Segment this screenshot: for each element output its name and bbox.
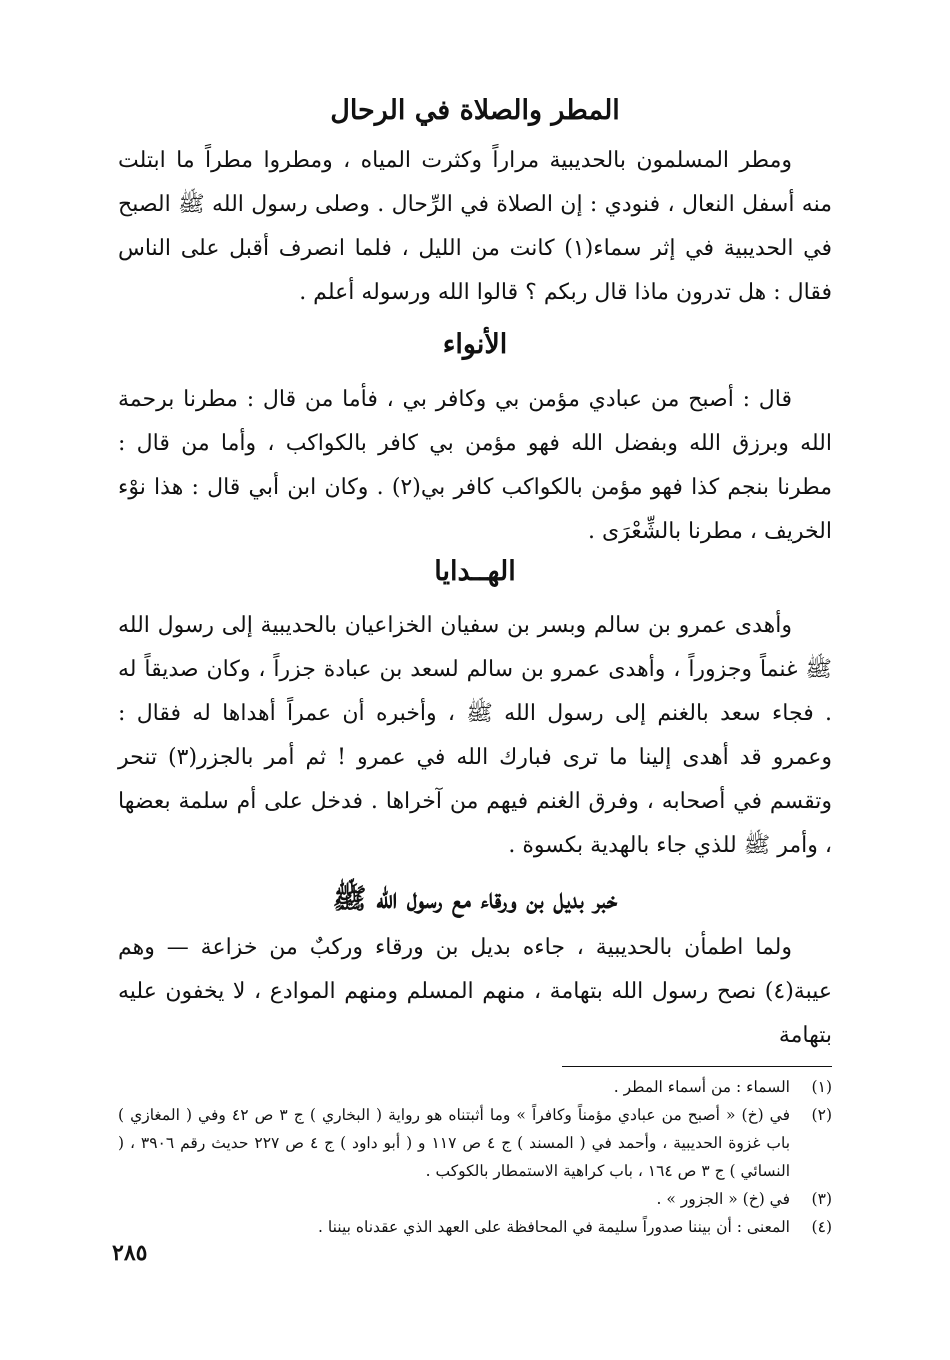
section-title-anwa: الأنواء xyxy=(442,329,508,361)
footnote-number: (٤) xyxy=(811,1217,832,1236)
footnote-2 xyxy=(118,1101,832,1185)
footnote-divider xyxy=(562,1066,832,1067)
paragraph-rain: ومطر المسلمون بالحديبية مراراً وكثرت المياه ، ومطروا مطراً ما ابتلت منه أسفل النعال ، فنودي : إن الصلاة في الرِّحال . وصلى رسول الله ﷺ الصبح في الحديبية في إثر سماء(١) كانت من الليل ، فلما انصرف أقبل على الناس فقال : هل تدرون ماذا قال ربكم ؟ قالوا الله ورسوله أعلم . xyxy=(118,148,832,306)
paragraph-anwa: قال : أصبح من عبادي مؤمن بي وكافر بي ، فأما من قال : مطرنا برحمة الله وبرزق الله وبفضل الله فهو مؤمن بي كافر بالكواكب ، وأما من قال : مطرنا بنجم كذا فهو مؤمن بالكواكب كافر بي(٢) . وكان ابن أبي قال : هذا نوْء الخريف ، مطرنا بالشِّعْرَى . xyxy=(118,386,833,544)
footnote-text: في (خ) « أصبح من عبادي مؤمناً وكافراً » وما أثبتناه هو رواية ( البخاري ) ج ٣ ص ٤٢ وفي ( المغازي ) باب غزوة الحديبية ، وأحمد في ( المسند ) ج ٤ ص ١١٧ و ( أبو داود ) ج ٤ ص ٢٢٧ حديث رقم ٣٩٠٦ ، ( النسائي ) ج ٣ ص ١٦٤ ، باب كراهية الاستمطار بالكوكب . xyxy=(118,1105,791,1180)
footnote-text: في (خ) « الجزور » . xyxy=(656,1189,790,1208)
section-title-rain: المطر والصلاة في الرحال xyxy=(330,95,620,126)
footnote-text: السماء : من أسماء المطر . xyxy=(613,1077,790,1096)
footnote-number: (٢) xyxy=(811,1105,832,1124)
paragraph-gifts: وأهدى عمرو بن سالم وبسر بن سفيان الخزاعيان بالحديبية إلى رسول الله ﷺ غنماً وجزوراً ، وأهدى عمرو بن سالم لسعد بن عبادة جزراً ، وكان صديقاً له . فجاء سعد بالغنم إلى رسول الله ﷺ ، وأخبره أن عمراً أهداها له فقال : وعمرو قد أهدى إلينا ما ترى فبارك الله في عمرو ! ثم أمر بالجزر(٣) تنحر وتقسم في أصحابه ، وفرق الغنم فيهم من آخراها . فدخل على أم سلمة بعضها ، وأمر ﷺ للذي جاء بالهدية بكسوة . xyxy=(118,613,832,859)
footnote-1 xyxy=(118,1073,832,1101)
paragraph-budayl: ولما اطمأن بالحديبية ، جاءه بديل بن ورقاء وركبٌ من خزاعة — وهم عيبة(٤) نصح رسول الله بتهامة ، منهم المسلم ومنهم الموادع ، لا يخفون عليه بتهامة xyxy=(118,934,832,1048)
footnote-4 xyxy=(118,1213,832,1241)
footnote-3 xyxy=(118,1185,832,1213)
page-number: ٢٨٥ xyxy=(112,1240,148,1266)
footnote-number: (١) xyxy=(811,1077,832,1096)
section-title-gifts: الهــدايا xyxy=(434,555,516,587)
footnote-number: (٣) xyxy=(811,1189,832,1208)
footnote-text: المعنى : أن بيننا صدوراً سليمة في المحافظة على العهد الذي عقدناه بيننا . xyxy=(318,1217,790,1236)
book-page xyxy=(118,95,832,1300)
section-title-budayl: خبر بديل بن ورقاء مع رسول الله ﷺ xyxy=(332,882,618,916)
